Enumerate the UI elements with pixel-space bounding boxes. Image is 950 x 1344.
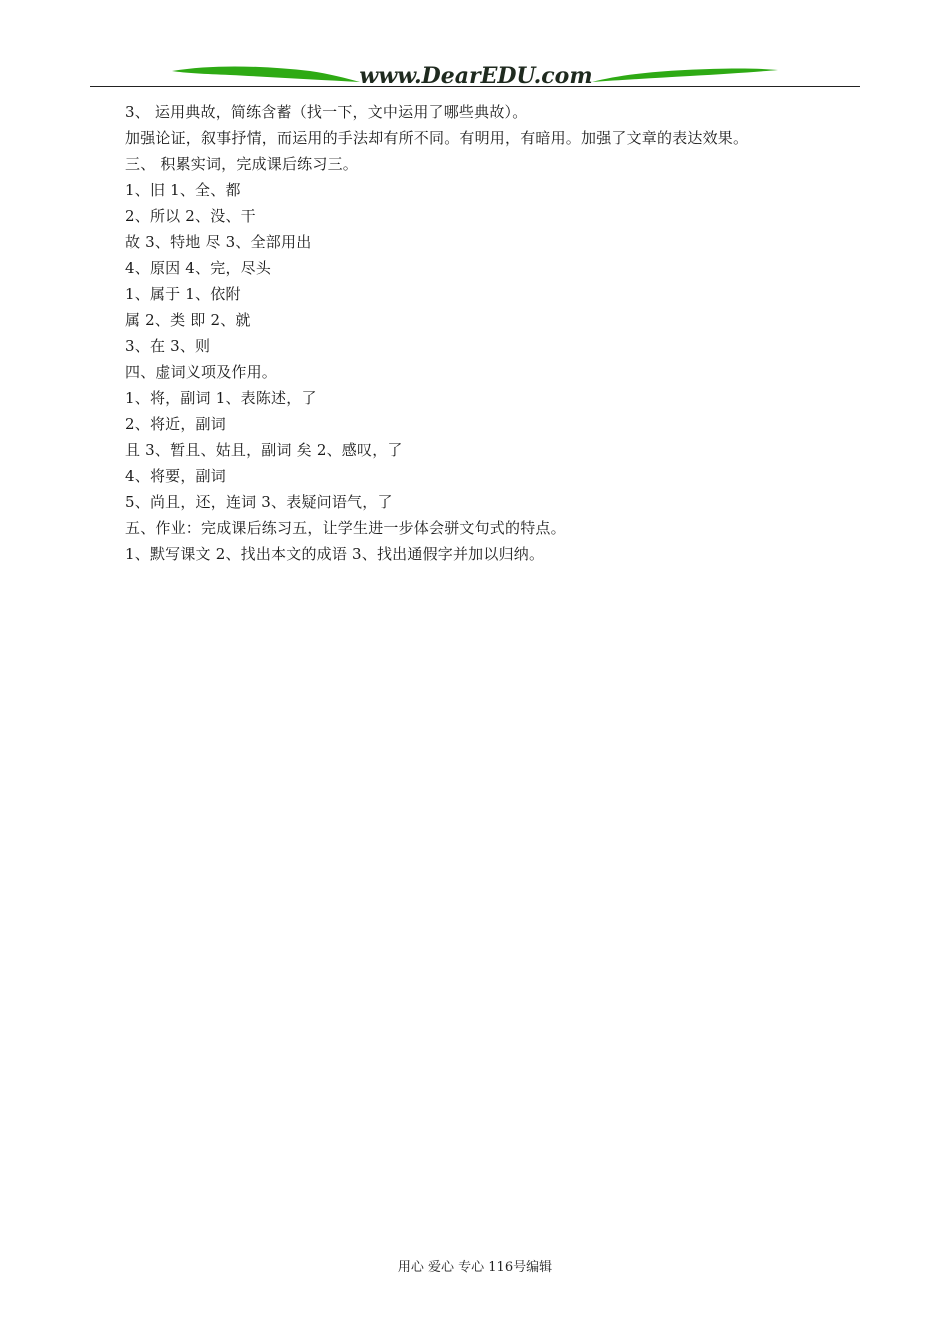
section-heading: 五、作业：完成课后练习五，让学生进一步体会骈文句式的特点。	[125, 519, 566, 537]
text-line: 1、默写课文 2、找出本文的成语 3、找出通假字并加以归纳。	[125, 545, 545, 563]
text-line: 且 3、暂且、姑且，副词 矣 2、感叹，了	[125, 441, 403, 459]
text-line: 3、在 3、则	[125, 337, 211, 355]
section-heading: 四、虚词义项及作用。	[125, 363, 278, 381]
text-line: 故 3、特地 尽 3、全部用出	[125, 233, 312, 251]
text-line: 3、 运用典故，简练含蓄（找一下，文中运用了哪些典故）。	[125, 103, 528, 121]
text-line: 5、尚且，还，连词 3、表疑问语气，了	[125, 493, 393, 511]
text-line: 1、旧 1、全、都	[125, 181, 241, 199]
logo-text: www.DearEDU.com	[359, 63, 593, 89]
document-body	[125, 99, 865, 567]
text-line: 属 2、类 即 2、就	[125, 311, 251, 329]
text-line: 4、将要，副词	[125, 467, 226, 485]
page-header	[0, 0, 950, 92]
text-line: 1、属于 1、依附	[125, 285, 241, 303]
page-footer: 用心 爱心 专心 116号编辑	[397, 1260, 553, 1275]
text-line: 4、原因 4、完，尽头	[125, 259, 272, 277]
text-line: 2、所以 2、没、干	[125, 207, 256, 225]
text-line: 加强论证，叙事抒情，而运用的手法却有所不同。有明用，有暗用。加强了文章的表达效果。	[125, 129, 749, 147]
header-divider	[90, 86, 860, 87]
text-line: 1、将，副词 1、表陈述，了	[125, 389, 317, 407]
logo-swoosh-right	[592, 69, 778, 83]
text-line: 2、将近，副词	[125, 415, 226, 433]
logo-swoosh-left	[172, 66, 360, 82]
section-heading: 三、 积累实词，完成课后练习三。	[125, 155, 358, 173]
